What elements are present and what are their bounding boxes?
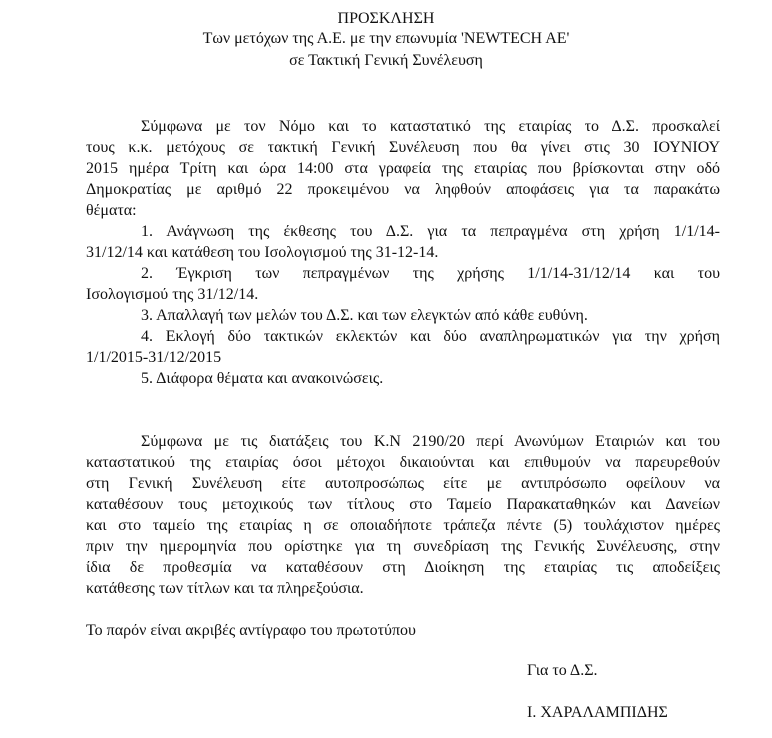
agenda-item-4-cont: 1/1/2015-31/12/2015 [86,349,222,366]
para2-line: πριν την ημερομηνία που ορίστηκε για τη συνεδρίαση της Γενικής Συνέλευσης, στην [86,538,720,555]
agenda-item-1-cont: 31/12/14 και κατάθεση του Ισολογισμού της 31-12-14. [86,244,439,261]
agenda-item-2: 2. Έγκριση των πεπραγμένων της χρήσης 1/1/14-31/12/14 και του [141,265,720,282]
document-title: ΠΡΟΣΚΛΗΣΗ [337,10,435,27]
signature-name: Ι. ΧΑΡΑΛΑΜΠΙΔΗΣ [527,704,668,721]
para1-line: τους κ.κ. μετόχους σε τακτική Γενική Συνέλευση που θα γίνει στις 30 ΙΟΥΝΙΟΥ [86,139,720,156]
signature-for: Για το Δ.Σ. [527,662,598,679]
para2-line: και στο ταμείο της εταιρίας η σε οποιαδήποτε τράπεζα πέντε (5) τουλάχιστον ημέρες [86,517,720,534]
para1-line: θέματα: [86,202,137,219]
agenda-item-5: 5. Διάφορα θέματα και ανακοινώσεις. [141,370,384,387]
para2-line: Σύμφωνα με τις διατάξεις του Κ.Ν 2190/20 περί Ανωνύμων Εταιριών και του [141,433,720,450]
title-subline-company: Των μετόχων της Α.Ε. με την επωνυμία 'NEWTECH AE' [202,30,570,47]
agenda-item-2-cont: Ισολογισμού της 31/12/14. [86,286,259,303]
para2-line: καταθέσουν τους μετοχικούς των τίτλους στο Ταμείο Παρακαταθηκών και Δανείων [86,496,720,513]
para1-line: 2015 ημέρα Τρίτη και ώρα 14:00 στα γραφεία της εταιρίας που βρίσκονται στην οδό [86,160,720,177]
agenda-item-4: 4. Εκλογή δύο τακτικών εκλεκτών και δύο αναπληρωματικών για την χρήση [141,328,720,345]
para1-line: Σύμφωνα με τον Νόμο και το καταστατικό της εταιρίας το Δ.Σ. προσκαλεί [141,118,720,135]
agenda-item-3: 3. Απαλλαγή των μελών του Δ.Σ. και των ελεγκτών από κάθε ευθύνη. [141,307,588,324]
title-subline-assembly: σε Τακτική Γενική Συνέλευση [289,52,483,69]
agenda-item-1: 1. Ανάγνωση της έκθεσης του Δ.Σ. για τα πεπραγμένα στη χρήση 1/1/14- [141,223,720,240]
para2-line: κατάθεσης των τίτλων και τα πληρεξούσια. [86,580,364,597]
para2-line: στη Γενική Συνέλευση είτε αυτοπροσώπως είτε με αντιπρόσωπο οφείλουν να [86,475,720,492]
para2-line: καταστατικού της εταιρίας όσοι μέτοχοι δικαιούνται και επιθυμούν να παρευρεθούν [86,454,720,471]
copy-note: Το παρόν είναι ακριβές αντίγραφο του πρωτοτύπου [86,622,416,639]
para1-line: Δημοκρατίας με αριθμό 22 προκειμένου να ληφθούν αποφάσεις για τα παρακάτω [86,181,720,198]
para2-line: ίδια δε προθεσμία να καταθέσουν στη Διοίκηση της εταιρίας τις αποδείξεις [86,559,720,576]
